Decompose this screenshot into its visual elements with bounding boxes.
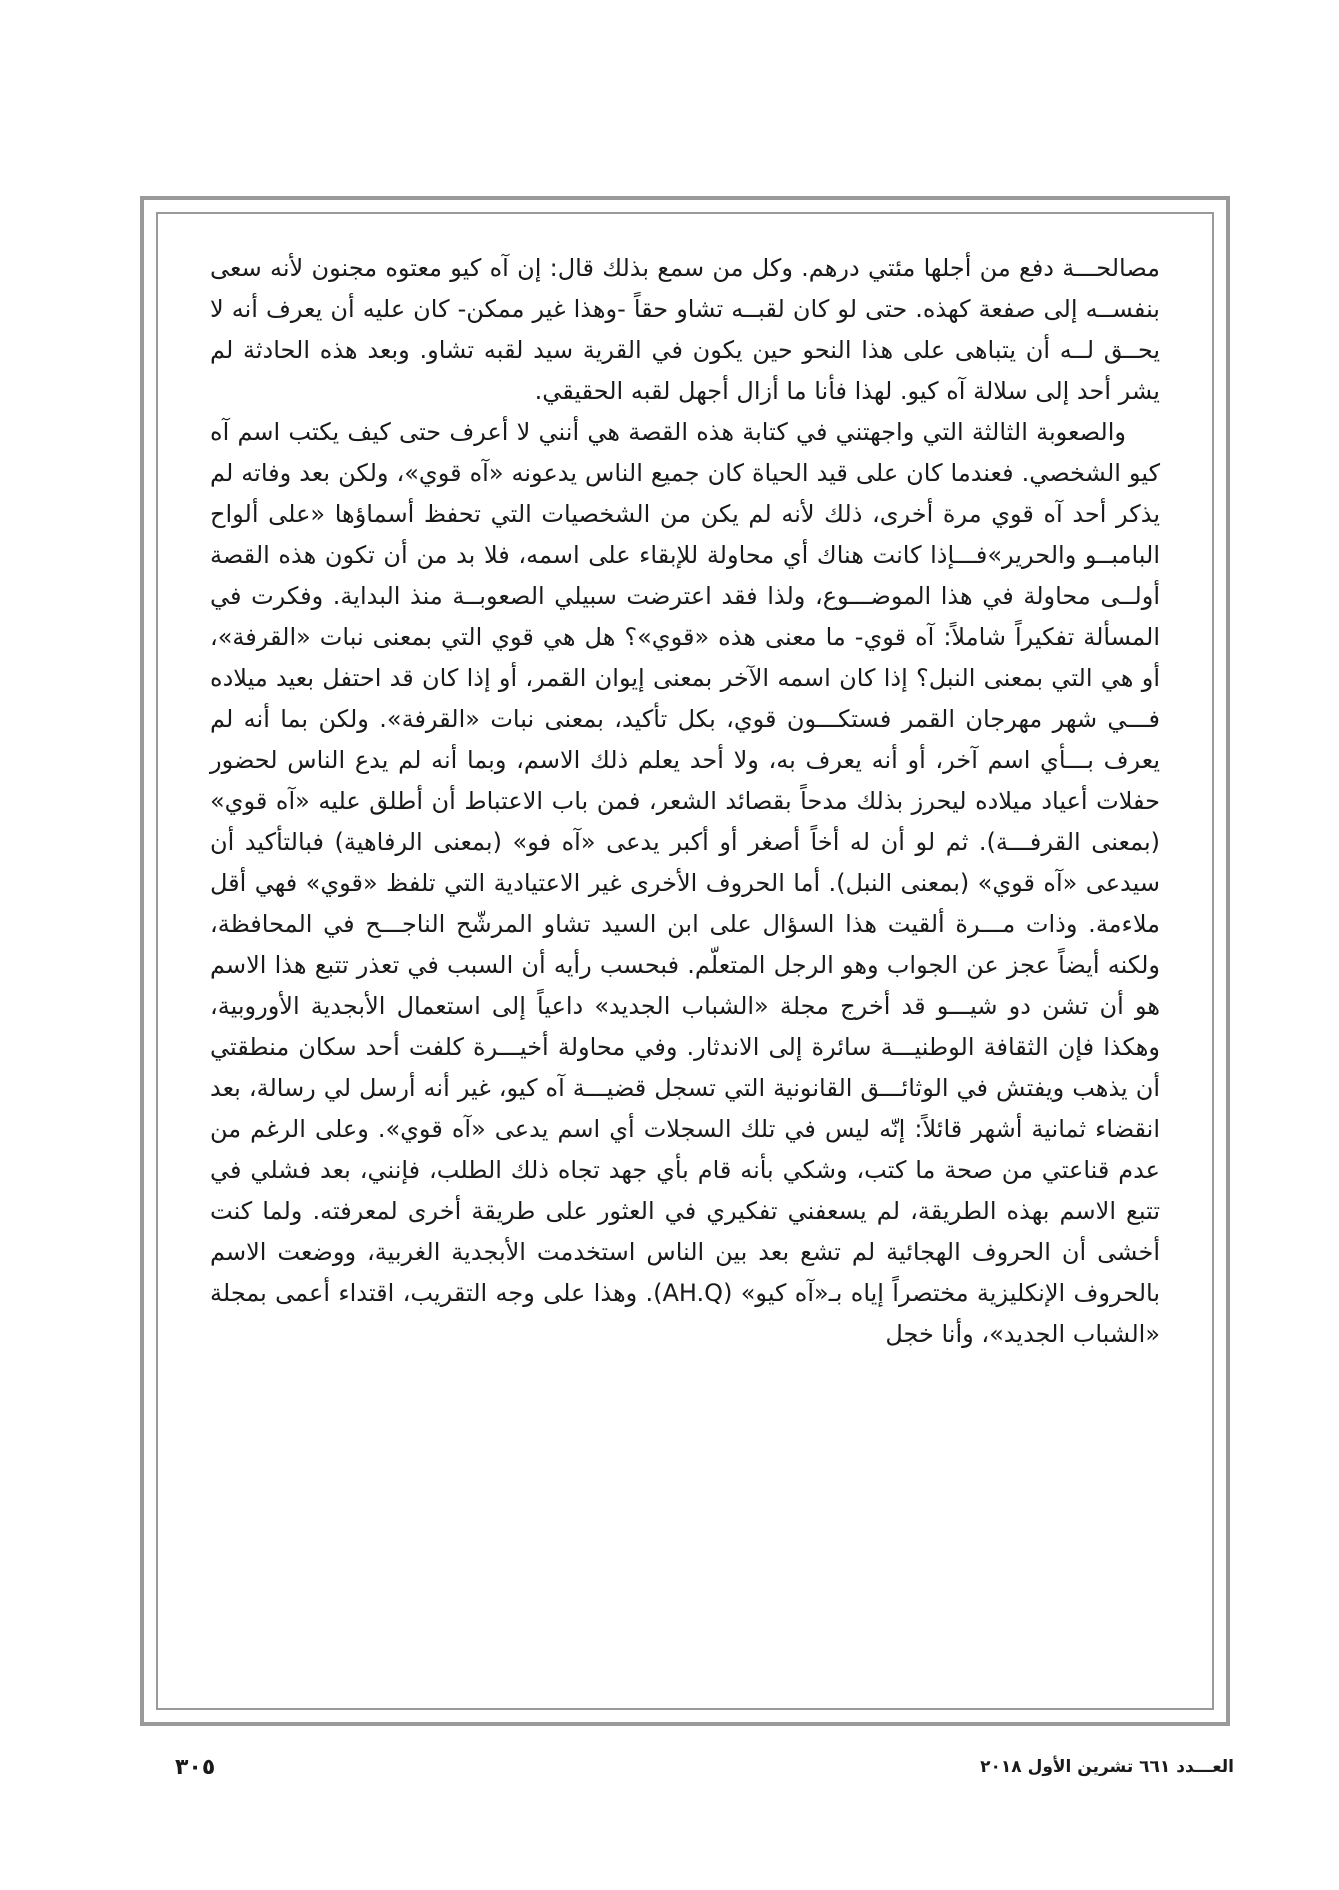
- inner-frame: [156, 212, 1214, 1710]
- paragraph-1: مصالحـــة دفع من أجلها مئتي درهم. وكل من سمع بذلك قال: إن آه كيو معتوه مجنون لأنه سعى بنفســه إلى صفعة كهذه. حتى لو كان لقبــه تشاو حقاً -وهذا غير ممكن- كان عليه أن يعرف أنه لا يحــق لــه أن يتباهى على هذا النحو حين يكون في القرية سيد لقبه تشاو. وبعد هذه الحادثة لم يشر أحد إلى سلالة آه كيو. لهذا فأنا ما أزال أجهل لقبه الحقيقي.: [210, 254, 1160, 405]
- article-body: [210, 248, 1160, 1355]
- page-number: ٣٠٥: [175, 1754, 216, 1780]
- paragraph-2: والصعوبة الثالثة التي واجهتني في كتابة هذه القصة هي أنني لا أعرف حتى كيف يكتب اسم آه كيو الشخصي. فعندما كان على قيد الحياة كان جميع الناس يدعونه «آه قوي»، ولكن بعد وفاته لم يذكر أحد آه قوي مرة أخرى، ذلك لأنه لم يكن من الشخصيات التي تحفظ أسماؤها «على ألواح البامبــو والحرير»فـــإذا كانت هناك أي محاولة للإبقاء على اسمه، فلا بد من أن تكون هذه القصة أولــى محاولة في هذا الموضـــوع، ولذا فقد اعترضت سبيلي الصعوبــة منذ البداية. وفكرت في المسألة تفكيراً شاملاً: آه قوي- ما معنى هذه «قوي»؟ هل هي قوي التي بمعنى نبات «القرفة»، أو هي التي بمعنى النبل؟ إذا كان اسمه الآخر بمعنى إيوان القمر، أو إذا كان قد احتفل بعيد ميلاده فـــي شهر مهرجان القمر فستكـــون قوي، بكل تأكيد، بمعنى نبات «القرفة». ولكن بما أنه لم يعرف بـــأي اسم آخر، أو أنه يعرف به، ولا أحد يعلم ذلك الاسم، وبما أنه لم يدع الناس لحضور حفلات أعياد ميلاده ليحرز بذلك مدحاً بقصائد الشعر، فمن باب الاعتباط أن أطلق عليه «آه قوي» (بمعنى القرفـــة). ثم لو أن له أخاً أصغر أو أكبر يدعى «آه فو» (بمعنى الرفاهية) فبالتأكيد أن سيدعى «آه قوي» (بمعنى النبل). أما الحروف الأخرى غير الاعتيادية التي تلفظ «قوي» فهي أقل ملاءمة. وذات مـــرة ألقيت هذا السؤال على ابن السيد تشاو المرشّح الناجـــح في المحافظة، ولكنه أيضاً عجز عن الجواب وهو الرجل المتعلّم. فبحسب رأيه أن السبب في تعذر تتبع هذا الاسم هو أن تشن دو شيـــو قد أخرج مجلة «الشباب الجديد» داعياً إلى استعمال الأبجدية الأوروبية، وهكذا فإن الثقافة الوطنيـــة سائرة إلى الاندثار. وفي محاولة أخيـــرة كلفت أحد سكان منطقتي أن يذهب ويفتش في الوثائـــق القانونية التي تسجل قضيـــة آه كيو، غير أنه أرسل لي رسالة، بعد انقضاء ثمانية أشهر قائلاً: إنّه ليس في تلك السجلات أي اسم يدعى «آه قوي». وعلى الرغم من عدم قناعتي من صحة ما كتب، وشكي بأنه قام بأي جهد تجاه ذلك الطلب، فإنني، بعد فشلي في تتبع الاسم بهذه الطريقة، لم يسعفني تفكيري في العثور على طريقة أخرى لمعرفته. ولما كنت أخشى أن الحروف الهجائية لم تشع بعد بين الناس استخدمت الأبجدية الغربية، ووضعت الاسم بالحروف الإنكليزية مختصراً إياه بـ«آه كيو» (AH.Q). وهذا على وجه التقريب، اقتداء أعمى بمجلة «الشباب الجديد»، وأنا خجل: [210, 418, 1160, 1348]
- page-frame: [140, 196, 1230, 1726]
- issue-info: العـــدد ٦٦١ تشرين الأول ٢٠١٨: [980, 1757, 1234, 1777]
- page-footer: [175, 1750, 1234, 1784]
